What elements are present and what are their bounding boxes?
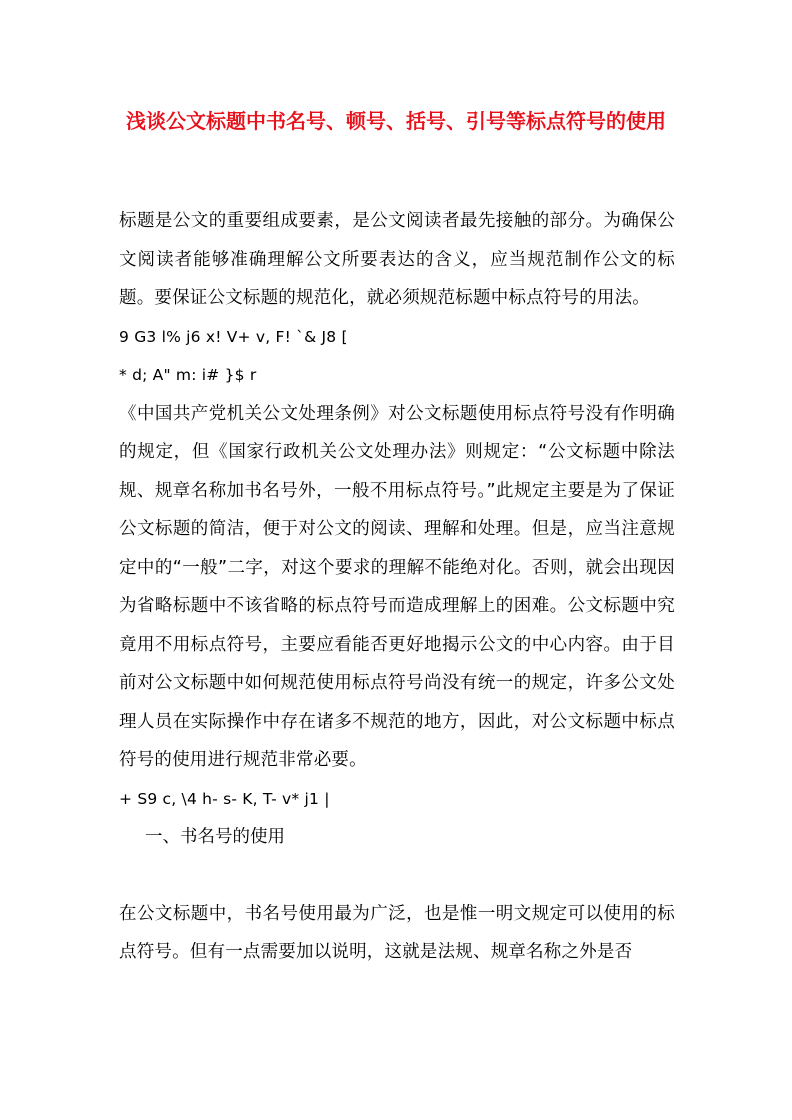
garbled-line-2: * d; A" m: i# }$ r xyxy=(119,366,257,384)
document-body xyxy=(119,202,675,972)
section-spacer xyxy=(119,857,675,895)
paragraph-regulations: 《中国共产党机关公文处理条例》对公文标题使用标点符号没有作明确的规定，但《国家行政机关公文处理办法》则规定：“公文标题中除法规、规章名称加书名号外，一般不用标点符号。”此规定主要是为了保证公文标题的简洁，便于对公文的阅读、理解和处理。但是，应当注意规定中的“一般”二字，对这个要求的理解不能绝对化。否则，就会出现因为省略标题中不该省略的标点符号而造成理解上的困难。公文标题中究竟用不用标点符号，主要应看能否更好地揭示公文的中心内容。由于目前对公文标题中如何规范使用标点符号尚没有统一的规定，许多公文处理人员在实际操作中存在诸多不规范的地方，因此，对公文标题中标点符号的使用进行规范非常必要。 xyxy=(119,403,675,770)
garbled-line-1: 9 G3 l% j6 x! V+ v, F! `& J8 [ xyxy=(119,327,348,346)
garbled-line-3: + S9 c, \4 h- s- K, T- v* j1 | xyxy=(119,789,330,808)
paragraph-intro: 标题是公文的重要组成要素，是公文阅读者最先接触的部分。为确保公文阅读者能够准确理解公文所要表达的含义，应当规范制作公文的标题。要保证公文标题的规范化，就必须规范标题中标点符号的用法。 xyxy=(119,211,675,308)
section-heading: 一、书名号的使用 xyxy=(145,827,285,847)
paragraph-book-title-marks: 在公文标题中，书名号使用最为广泛，也是惟一明文规定可以使用的标点符号。但有一点需要加以说明，这就是法规、规章名称之外是否 xyxy=(119,903,675,962)
document-title: 浅谈公文标题中书名号、顿号、括号、引号等标点符号的使用 xyxy=(126,109,666,133)
